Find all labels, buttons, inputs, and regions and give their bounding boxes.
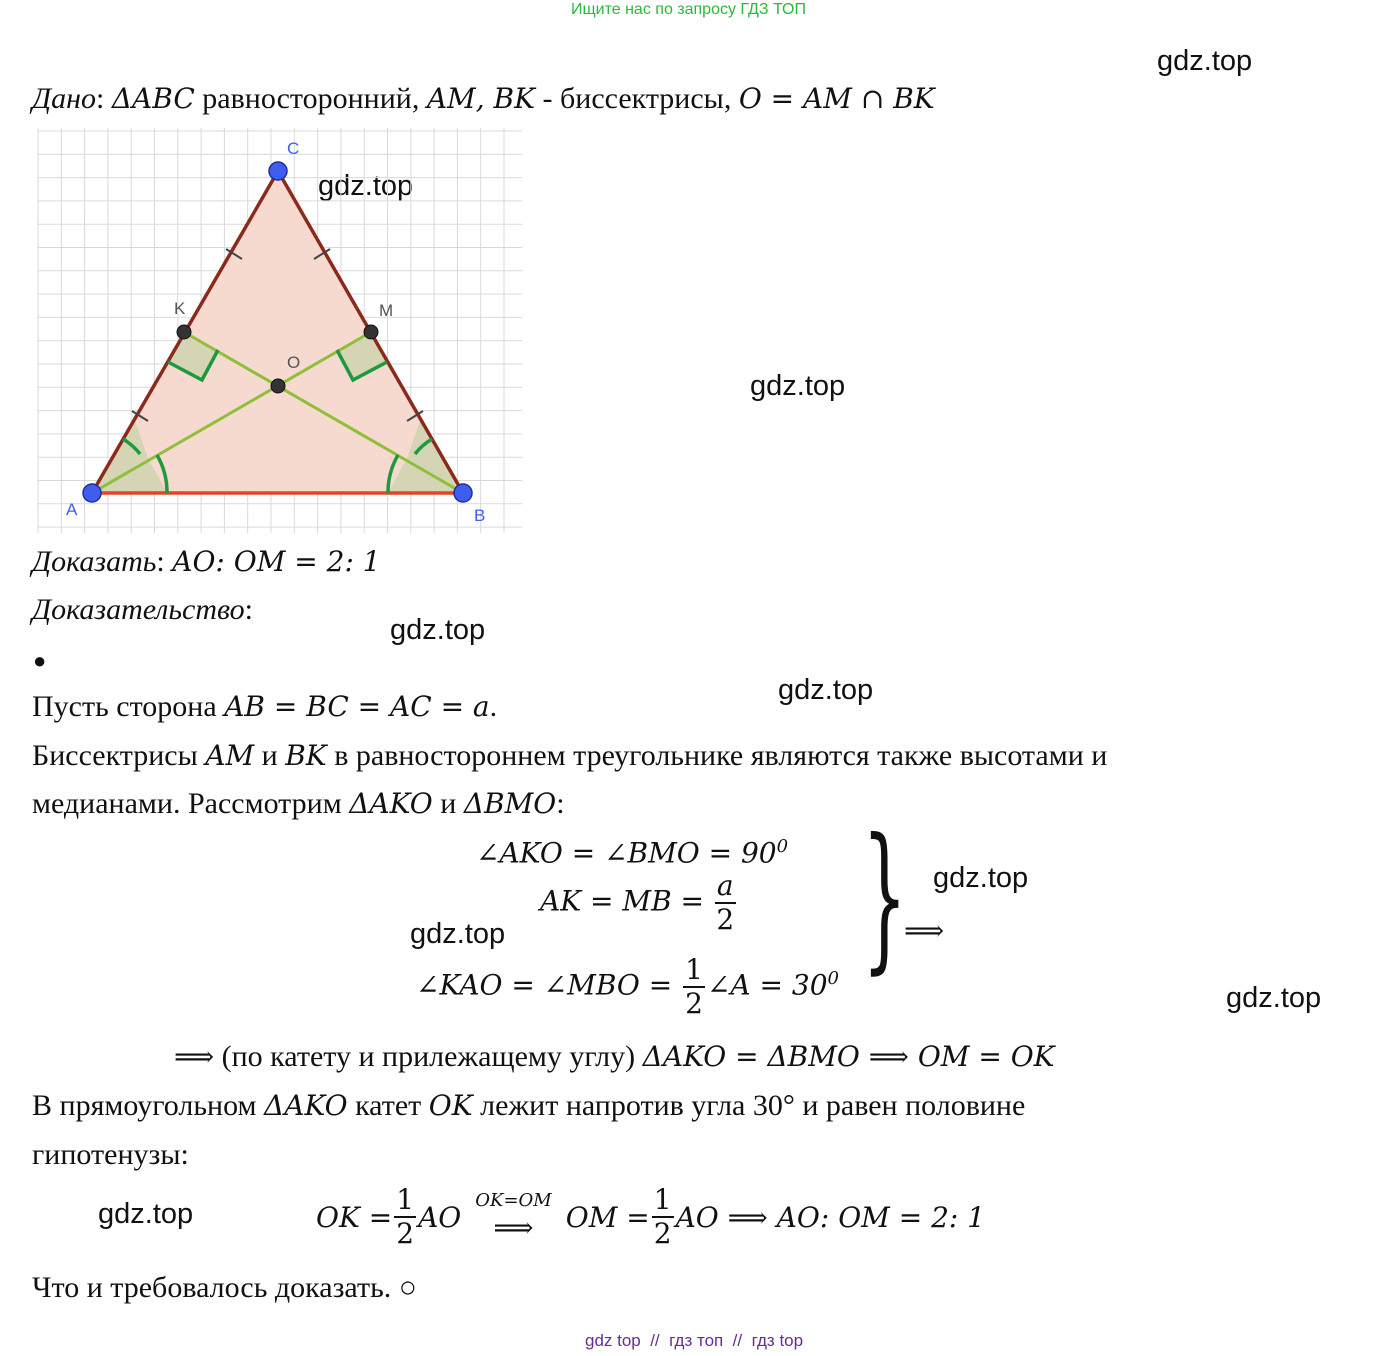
final-ao1: AO [418, 1200, 462, 1234]
qed-line: Что и требовалось доказать. ○ [32, 1271, 417, 1304]
bis-and: и [261, 739, 278, 772]
label-b: B [474, 506, 486, 525]
label-c: C [287, 139, 300, 158]
row3-right: ∠A = 30 [706, 968, 828, 1002]
vertex-b [454, 484, 472, 502]
final-n2: 1 [653, 1183, 672, 1216]
row3-sup: 0 [827, 968, 839, 990]
rt-p3: лежит напротив угла 30° и равен половине [480, 1089, 1026, 1122]
row3-left: ∠KAO = ∠MBO = [416, 968, 673, 1002]
given-bisectors: AM, BK [426, 82, 536, 115]
triangle-fill [92, 171, 463, 493]
point-m [364, 325, 378, 339]
conclusion-text: (по катету и прилежащему углу) [221, 1040, 636, 1073]
proof-label: Доказательство [32, 593, 245, 626]
given-colon: : [95, 82, 105, 115]
watermark: gdz.top [1157, 45, 1253, 77]
label-k: K [174, 299, 186, 318]
triangle-diagram [30, 128, 530, 538]
watermark: gdz.top [933, 862, 1029, 894]
top-banner: Ищите нас по запросу ГДЗ ТОП [571, 1, 806, 18]
final-om: OM = [565, 1200, 650, 1234]
final-frac-1 [394, 1183, 416, 1250]
watermark: gdz.top [390, 614, 486, 646]
med-t1: ΔAKO [349, 787, 433, 820]
watermark: gdz.top [318, 170, 414, 202]
final-rest: AO ⟹ AO: OM = 2: 1 [675, 1200, 986, 1234]
final-frac-2 [652, 1183, 674, 1250]
conclusion-expr: ΔAKO = ΔBMO ⟹ OM = OK [642, 1040, 1055, 1073]
side-end: . [489, 690, 498, 723]
final-n1: 1 [396, 1183, 415, 1216]
side-text: Пусть сторона [32, 690, 217, 723]
bis-bk: BK [285, 739, 327, 772]
final-implies-block [475, 1190, 551, 1244]
rt-line-1 [32, 1089, 1025, 1123]
label-o: O [287, 353, 301, 372]
side-line [32, 690, 497, 724]
given-label: Дано [32, 82, 96, 115]
bisectors-line [32, 739, 1107, 773]
prove-line [32, 545, 381, 579]
vertex-a [83, 484, 101, 502]
fraction-1-over-2 [683, 953, 705, 1020]
proof-colon: : [244, 593, 253, 626]
row2-num: a [716, 869, 734, 902]
watermark: gdz.top [778, 674, 874, 706]
bullet: ● [33, 648, 47, 673]
medians-line [32, 787, 565, 821]
watermark: gdz.top [750, 370, 846, 402]
row1-sup: 0 [776, 836, 789, 857]
fraction-a-over-2 [715, 869, 736, 936]
med-text: медианами. Рассмотрим [32, 787, 342, 820]
row2-den: 2 [716, 903, 735, 936]
prove-colon: : [156, 545, 165, 578]
system-implies: ⟹ [904, 914, 945, 947]
footer-links[interactable]: gdz top // гдз топ // гдз top [585, 1331, 804, 1350]
row1-text: ∠AKO = ∠BMO = 90 [476, 836, 777, 870]
bis-am: AM [205, 739, 255, 772]
conclusion-line [174, 1040, 1055, 1074]
given-triangle: ΔABC [111, 82, 195, 115]
med-and: и [440, 787, 457, 820]
proof-heading [32, 593, 253, 627]
watermark: gdz.top [98, 1198, 194, 1230]
final-d2: 2 [653, 1217, 672, 1250]
bis-rest: в равностороннем треугольнике являются также высотами и [334, 739, 1108, 772]
prove-expr: AO: OM = 2: 1 [172, 545, 381, 578]
system-row-2 [540, 869, 738, 936]
med-colon: : [556, 787, 565, 820]
watermark: gdz.top [410, 918, 506, 950]
final-over: OK=OM [475, 1190, 552, 1211]
label-a: A [66, 500, 78, 519]
label-m: M [379, 301, 394, 320]
rt-p1: В прямоугольном [32, 1089, 257, 1122]
rt-line-2: гипотенузы: [32, 1138, 189, 1171]
watermark: gdz.top [1226, 982, 1322, 1014]
row3-den: 2 [685, 987, 703, 1020]
point-k [177, 325, 191, 339]
given-dash: - биссектрисы, [542, 82, 732, 115]
prove-label: Доказать [32, 545, 157, 578]
final-arrow: ⟹ [493, 1211, 534, 1244]
bis-text: Биссектрисы [32, 739, 198, 772]
given-word: равносторонний, [202, 82, 420, 115]
given-intersection: O = AM ∩ BK [738, 82, 935, 115]
rt-p2: катет [355, 1089, 422, 1122]
rt-leg: OK [428, 1089, 473, 1122]
rt-tri: ΔAKO [264, 1089, 348, 1122]
point-o [271, 379, 285, 393]
system-row-3 [416, 953, 839, 1020]
final-ok: OK = [316, 1200, 393, 1234]
row2-left: AK = MB = [540, 884, 705, 918]
given-line [32, 82, 935, 116]
row3-num: 1 [685, 953, 703, 986]
vertex-c [269, 162, 287, 180]
final-derivation [316, 1183, 986, 1250]
final-d1: 2 [396, 1217, 415, 1250]
system-brace: } [862, 805, 908, 989]
med-t2: ΔBMO [463, 787, 557, 820]
side-expr: AB = BC = AC = a [224, 690, 490, 723]
conclusion-arrow: ⟹ [174, 1040, 215, 1073]
system-row-1 [476, 836, 788, 869]
